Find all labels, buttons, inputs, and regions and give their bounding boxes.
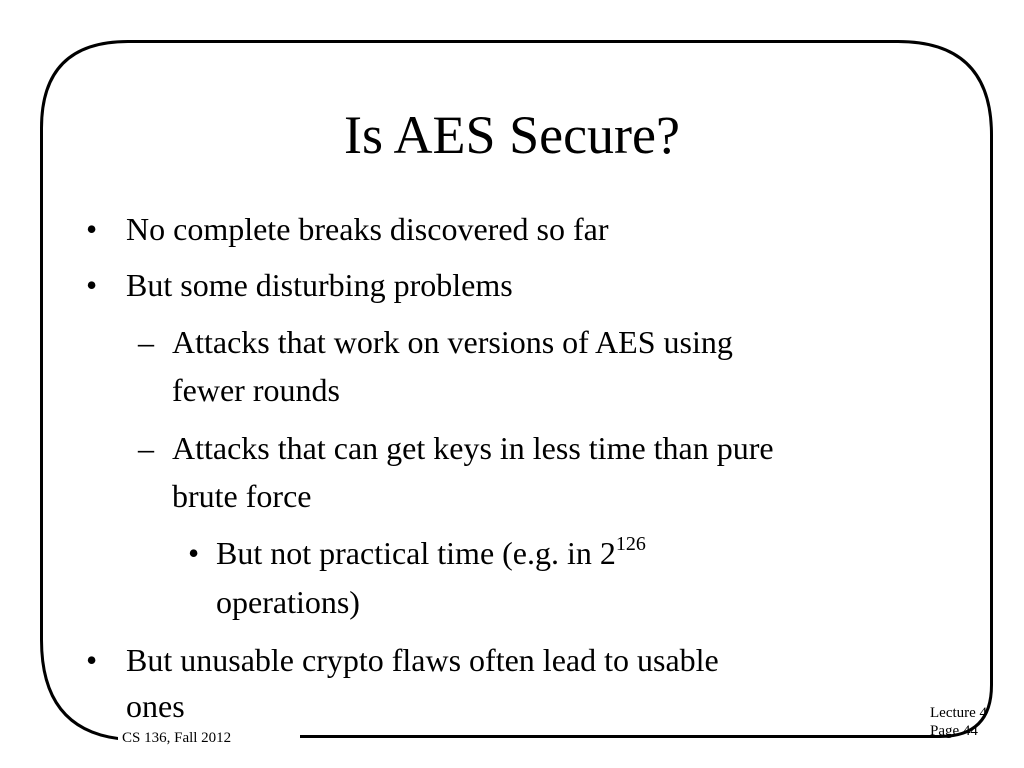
bullet-3-line-1: But unusable crypto flaws often lead to usable [126, 642, 719, 678]
sub-bullet-1-line-1: Attacks that work on versions of AES using [172, 324, 733, 360]
sub-sub-bullet-line-2: operations) [216, 584, 360, 620]
sub-sub-bullet-marker: • [188, 535, 200, 571]
sub-sub-bullet-text: But not practical time (e.g. in 2 [216, 535, 616, 571]
slide-title: Is AES Secure? [344, 105, 680, 165]
sub-sub-bullet-line-1 [216, 533, 646, 573]
lecture-number: Lecture 4 [930, 705, 988, 721]
page-number: Page 44 [930, 723, 978, 739]
sub-bullet-marker-1: – [138, 324, 154, 360]
course-footer: CS 136, Fall 2012 [118, 729, 235, 747]
exponent-superscript: 126 [615, 533, 646, 555]
sub-bullet-marker-2: – [138, 430, 154, 466]
bullet-2-text: But some disturbing problems [126, 267, 513, 303]
sub-bullet-2-line-2: brute force [172, 478, 312, 514]
bullet-marker-2: • [86, 267, 98, 303]
bullet-marker-3: • [86, 642, 98, 678]
bullet-3-line-2: ones [126, 688, 185, 724]
sub-bullet-1-line-2: fewer rounds [172, 372, 340, 408]
lecture-footer [930, 704, 987, 740]
bullet-marker-1: • [86, 211, 98, 247]
bullet-1-text: No complete breaks discovered so far [126, 211, 609, 247]
sub-bullet-2-line-1: Attacks that can get keys in less time than pure [172, 430, 774, 466]
